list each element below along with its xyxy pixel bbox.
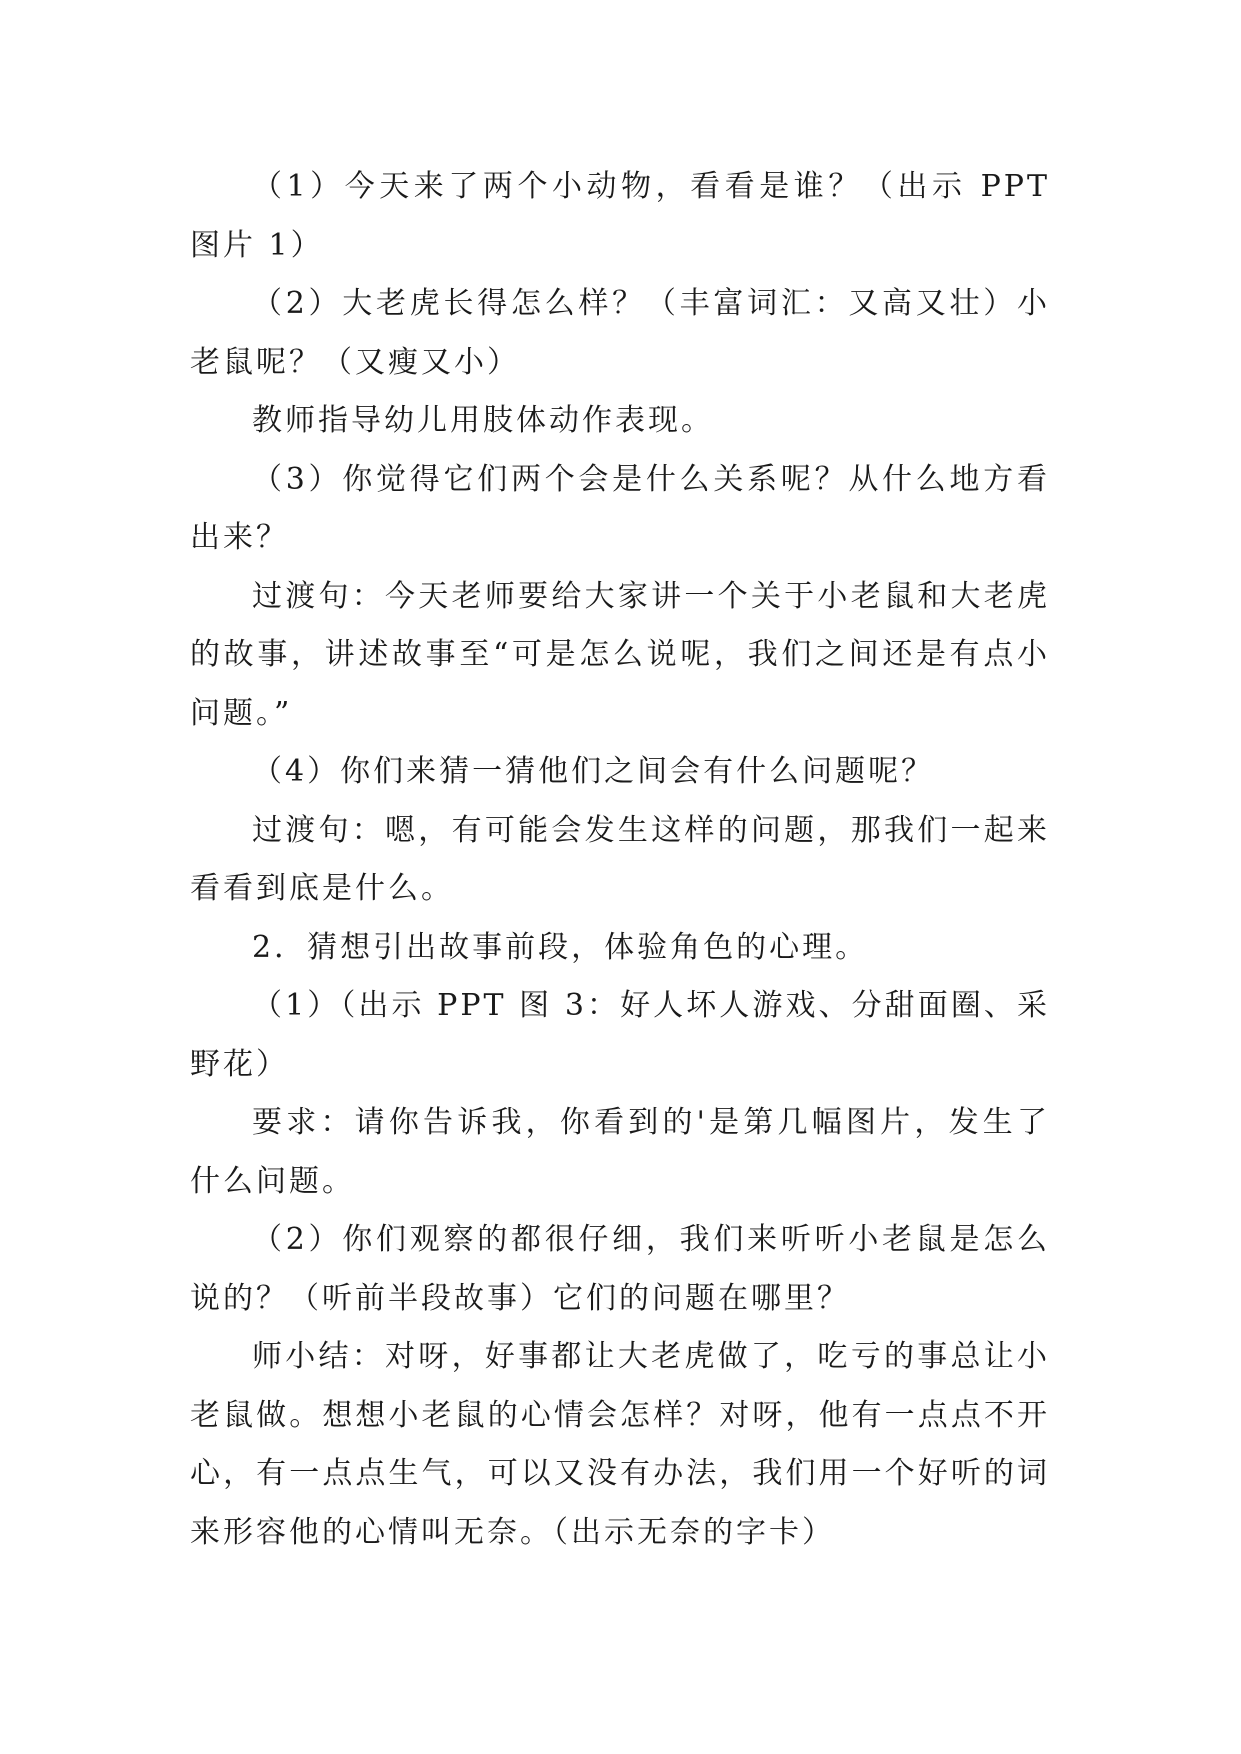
paragraph-ppt-3: （1）（出示 PPT 图 3：好人坏人游戏、分甜面圈、采野花） [190,988,1050,1082]
paragraph-summary: 师小结：对呀，好事都让大老虎做了，吃亏的事总让小老鼠做。想想小老鼠的心情会怎样？对呀，他有一点点不开心，有一点点生气，可以又没有办法，我们用一个好听的词来形容他的心情叫无奈。（出示无奈的字卡） [190,1339,1050,1550]
paragraph-transition-1: 过渡句：今天老师要给大家讲一个关于小老鼠和大老虎的故事，讲述故事至“可是怎么说呢，我们之间还是有点小问题。” [190,578,1050,731]
paragraph-requirement: 要求：请你告诉我，你看到的'是第几幅图片，发生了什么问题。 [190,1105,1050,1199]
paragraph-question-4: （4）你们来猜一猜他们之间会有什么问题呢？ [252,754,935,789]
paragraph-question-1: （1）今天来了两个小动物，看看是谁？（出示 PPT 图片 1） [190,169,1050,263]
paragraph-transition-2: 过渡句：嗯，有可能会发生这样的问题，那我们一起来看看到底是什么。 [190,812,1050,906]
paragraph-section-2: 2．猜想引出故事前段，体验角色的心理。 [252,929,869,965]
paragraph-question-2: （2）大老虎长得怎么样？（丰富词汇：又高又壮）小老鼠呢？（又瘦又小） [190,286,1050,380]
paragraph-teacher-guide: 教师指导幼儿用肢体动作表现。 [252,403,714,438]
paragraph-question-3: （3）你觉得它们两个会是什么关系呢？从什么地方看出来？ [190,461,1050,555]
document-body [190,158,1050,1562]
paragraph-observation: （2）你们观察的都很仔细，我们来听听小老鼠是怎么说的？（听前半段故事）它们的问题在哪里？ [190,1222,1050,1316]
